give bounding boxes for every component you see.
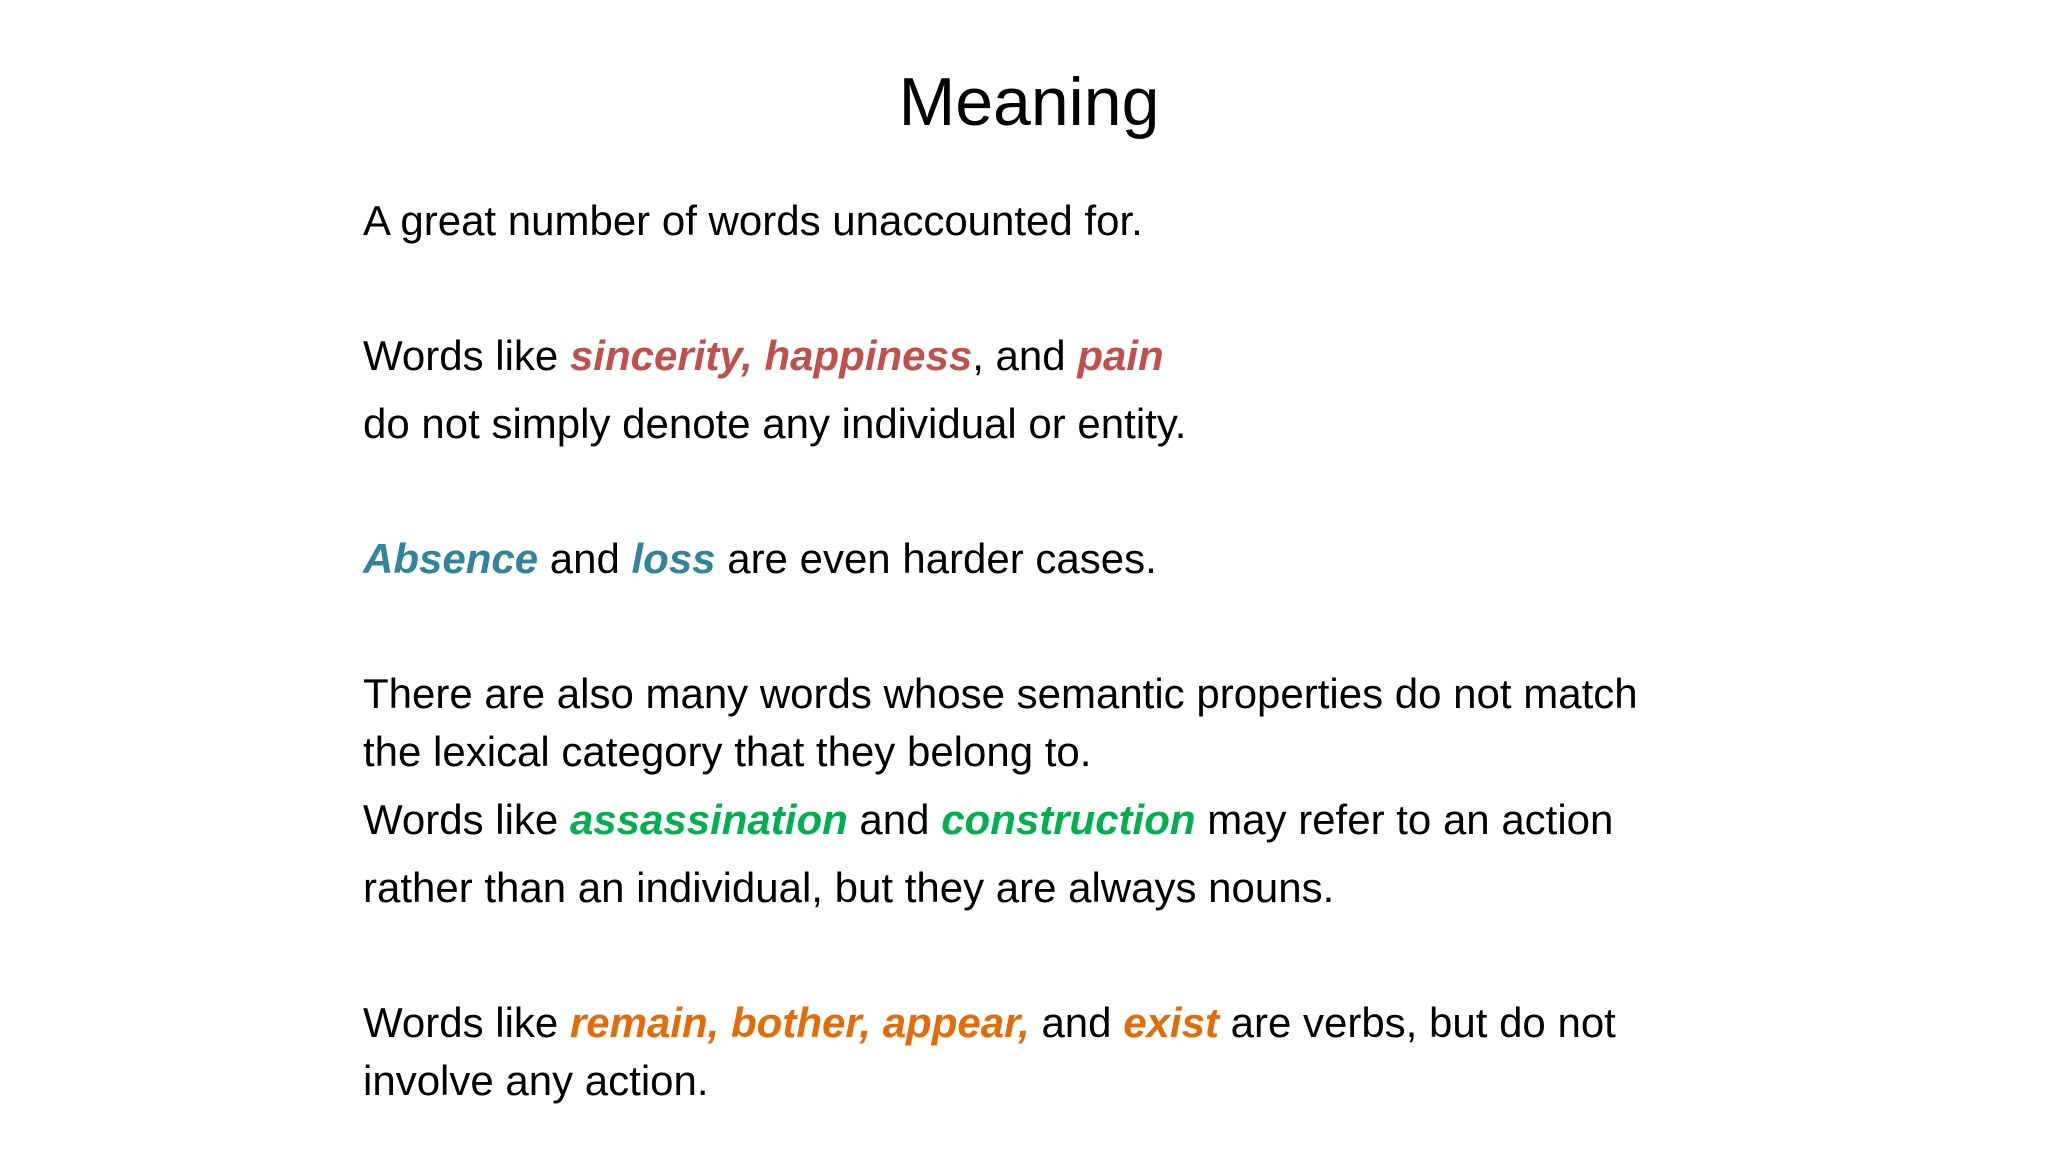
paragraph-sincerity-line1 xyxy=(363,327,1164,385)
highlight-construction: construction xyxy=(941,796,1196,843)
text-action: involve any action. xyxy=(363,1057,709,1104)
slide-title: Meaning xyxy=(898,64,1160,140)
text-denote: do not simply denote any individual or entity. xyxy=(363,400,1187,447)
text-mid: and xyxy=(1029,999,1124,1046)
text-tail: are even harder cases. xyxy=(715,535,1157,582)
paragraph-sincerity-line2 xyxy=(363,395,1186,453)
text-tail: are verbs, but do not xyxy=(1218,999,1616,1046)
highlight-sincerity-happiness: sincerity, happiness xyxy=(569,332,973,379)
paragraph-assassination-line2 xyxy=(363,859,1334,917)
text-lead: Words like xyxy=(363,999,570,1046)
paragraph-verbs-line1 xyxy=(363,994,1616,1052)
paragraph-verbs-line2 xyxy=(363,1052,709,1110)
paragraph-semantic-line2 xyxy=(363,723,1091,781)
text-mid: and xyxy=(847,796,942,843)
text-tail: may refer to an action xyxy=(1195,796,1614,843)
highlight-absence: Absence xyxy=(363,535,539,582)
paragraph-assassination-line1 xyxy=(363,791,1613,849)
paragraph-unaccounted-text: A great number of words unaccounted for. xyxy=(363,197,1143,244)
highlight-remain-bother-appear: remain, bother, appear, xyxy=(569,999,1030,1046)
highlight-exist: exist xyxy=(1123,999,1219,1046)
paragraph-semantic-line1 xyxy=(363,665,1638,723)
text-semantic-2: the lexical category that they belong to. xyxy=(363,728,1092,775)
paragraph-absence xyxy=(363,530,1157,588)
highlight-pain: pain xyxy=(1077,332,1164,379)
highlight-assassination: assassination xyxy=(569,796,848,843)
text-mid: and xyxy=(538,535,632,582)
paragraph-unaccounted xyxy=(363,192,1143,250)
text-semantic-1: There are also many words whose semantic properties do not match xyxy=(363,670,1638,717)
text-mid: , and xyxy=(972,332,1078,379)
highlight-loss: loss xyxy=(631,535,716,582)
text-lead: Words like xyxy=(363,796,570,843)
text-lead: Words like xyxy=(363,332,570,379)
text-nouns: rather than an individual, but they are always nouns. xyxy=(363,864,1335,911)
